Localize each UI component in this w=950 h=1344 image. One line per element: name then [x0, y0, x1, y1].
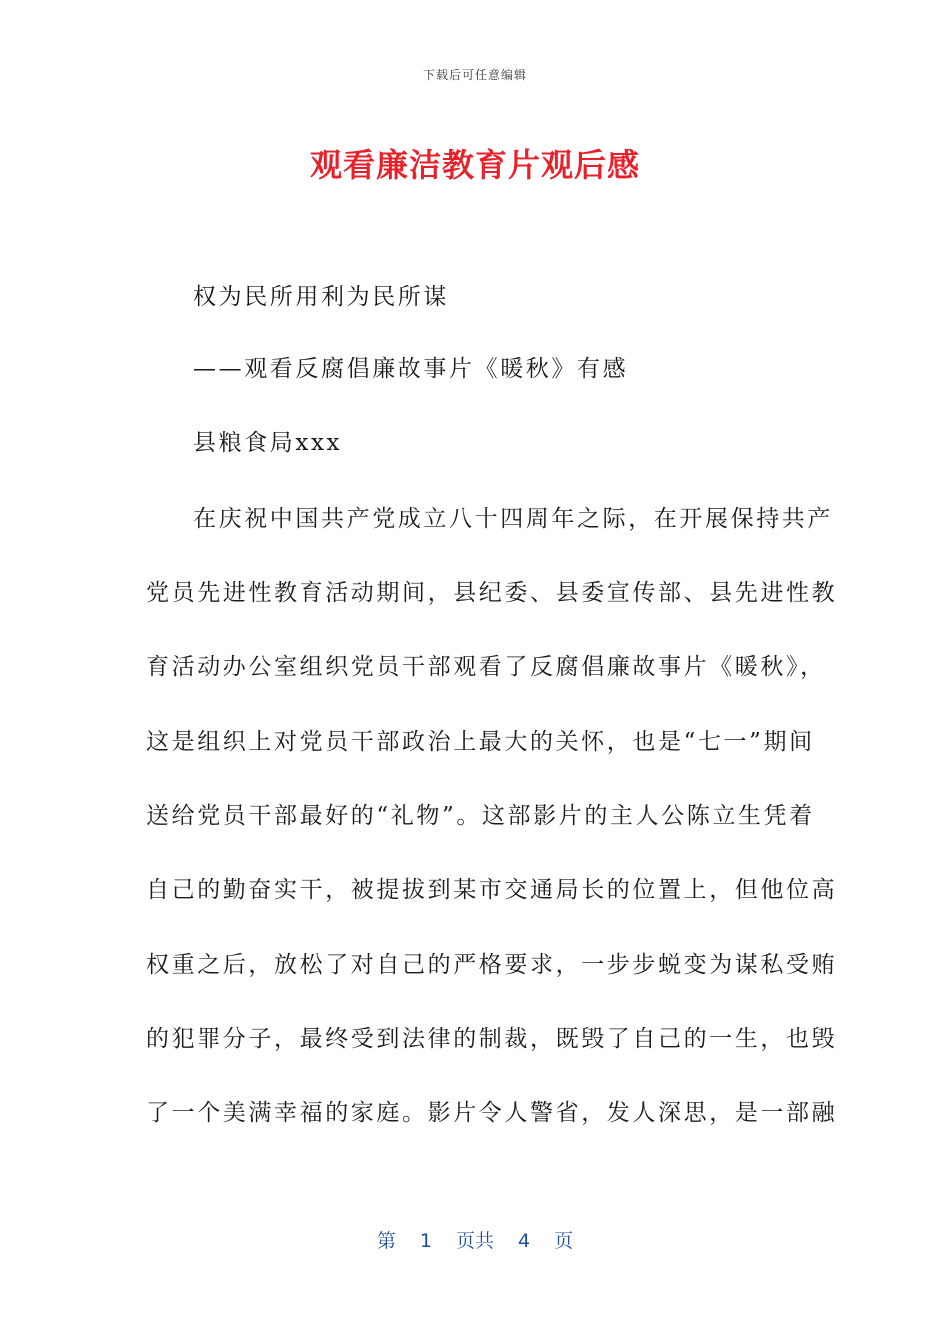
header-note: 下载后可任意编辑 — [422, 68, 527, 82]
paragraph-line: 育活动办公室组织党员干部观看了反腐倡廉故事片《暖秋》， — [146, 654, 826, 680]
page-footer — [0, 1226, 950, 1253]
footer-middle: 页共 — [455, 1230, 494, 1252]
footer-suffix: 页 — [554, 1230, 574, 1252]
paragraph-line: 在庆祝中国共产党成立八十四周年之际，在开展保持共产 — [193, 506, 833, 532]
paragraph-line: 的犯罪分子，最终受到法律的制裁，既毁了自己的一生，也毁 — [146, 1026, 838, 1052]
subtitle-line: 权为民所用利为民所谋 — [193, 284, 449, 310]
paragraph-line: 了一个美满幸福的家庭。影片令人警省，发人深思，是一部融 — [146, 1100, 838, 1126]
document-title: 观看廉洁教育片观后感 — [309, 146, 640, 184]
footer-prefix: 第 — [376, 1230, 396, 1252]
footer-page-number: 1 — [419, 1230, 432, 1252]
paragraph-line: 党员先进性教育活动期间，县纪委、县委宣传部、县先进性教 — [146, 580, 838, 606]
author-line: 县粮食局xxx — [193, 430, 343, 456]
paragraph-line: 自己的勤奋实干，被提拔到某市交通局长的位置上，但他位高 — [146, 877, 838, 903]
subheading-line: ——观看反腐倡廉故事片《暖秋》有感 — [193, 356, 629, 382]
paragraph-line: 送给党员干部最好的“礼物”。这部影片的主人公陈立生凭着 — [146, 803, 815, 829]
paragraph-line: 权重之后，放松了对自己的严格要求，一步步蜕变为谋私受贿 — [146, 952, 838, 978]
footer-total-pages: 4 — [518, 1230, 531, 1252]
paragraph-line: 这是组织上对党员干部政治上最大的关怀，也是“七一”期间 — [146, 729, 815, 755]
